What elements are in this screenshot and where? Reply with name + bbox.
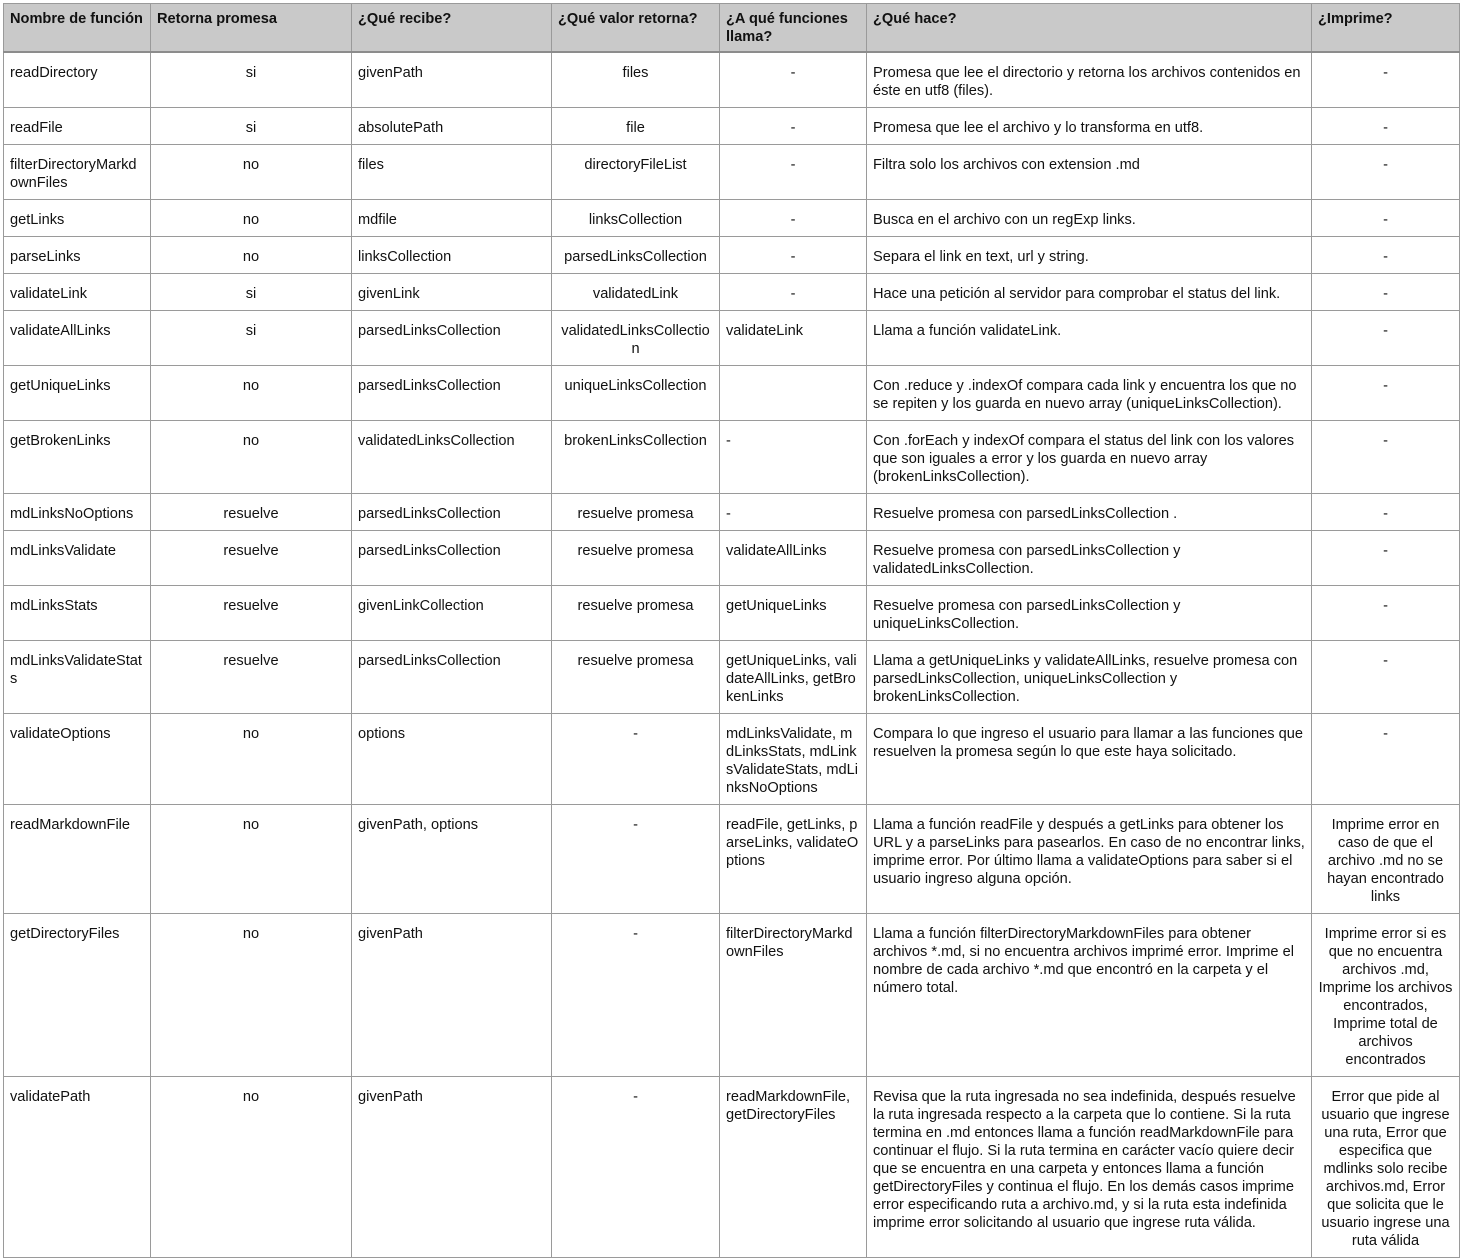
table-row: [4, 421, 1460, 494]
cell-return-value: linksCollection: [552, 200, 720, 237]
cell-returns-promise: resuelve: [151, 531, 352, 586]
header-prints: ¿Imprime?: [1312, 4, 1460, 53]
cell-what-it-does: Promesa que lee el directorio y retorna los archivos contenidos en éste en utf8 (files).: [867, 52, 1312, 108]
cell-what-it-does: Llama a función validateLink.: [867, 311, 1312, 366]
cell-what-it-does: Resuelve promesa con parsedLinksCollection .: [867, 494, 1312, 531]
cell-what-it-does: Resuelve promesa con parsedLinksCollection y validatedLinksCollection.: [867, 531, 1312, 586]
cell-receives: mdfile: [352, 200, 552, 237]
cell-function-name: readFile: [4, 108, 151, 145]
cell-return-value: directoryFileList: [552, 145, 720, 200]
cell-what-it-does: Con .reduce y .indexOf compara cada link y encuentra los que no se repiten y los guarda en nuevo array (uniqueLinksCollection).: [867, 366, 1312, 421]
cell-returns-promise: no: [151, 714, 352, 805]
cell-function-name: readDirectory: [4, 52, 151, 108]
cell-function-name: validateOptions: [4, 714, 151, 805]
cell-what-it-does: Separa el link en text, url y string.: [867, 237, 1312, 274]
cell-prints: -: [1312, 421, 1460, 494]
cell-prints: -: [1312, 586, 1460, 641]
cell-receives: options: [352, 714, 552, 805]
table-row: [4, 108, 1460, 145]
cell-function-name: validatePath: [4, 1077, 151, 1258]
cell-receives: parsedLinksCollection: [352, 531, 552, 586]
cell-calls: -: [720, 237, 867, 274]
cell-prints: Error que pide al usuario que ingrese una ruta, Error que especifica que mdlinks solo recibe archivos.md, Error que solicita que le usuario ingrese una ruta válida: [1312, 1077, 1460, 1258]
cell-returns-promise: no: [151, 914, 352, 1077]
cell-prints: -: [1312, 200, 1460, 237]
table-row: [4, 237, 1460, 274]
cell-calls: -: [720, 145, 867, 200]
cell-function-name: filterDirectoryMarkdownFiles: [4, 145, 151, 200]
cell-prints: -: [1312, 52, 1460, 108]
cell-return-value: resuelve promesa: [552, 494, 720, 531]
cell-function-name: validateLink: [4, 274, 151, 311]
cell-returns-promise: resuelve: [151, 586, 352, 641]
table-row: [4, 586, 1460, 641]
cell-function-name: mdLinksValidateStats: [4, 641, 151, 714]
table-row: [4, 311, 1460, 366]
table-row: [4, 914, 1460, 1077]
cell-returns-promise: no: [151, 805, 352, 914]
cell-what-it-does: Busca en el archivo con un regExp links.: [867, 200, 1312, 237]
cell-receives: absolutePath: [352, 108, 552, 145]
cell-returns-promise: no: [151, 145, 352, 200]
table-row: [4, 531, 1460, 586]
cell-return-value: brokenLinksCollection: [552, 421, 720, 494]
table-row: [4, 52, 1460, 108]
cell-prints: -: [1312, 274, 1460, 311]
cell-returns-promise: resuelve: [151, 641, 352, 714]
cell-what-it-does: Hace una petición al servidor para comprobar el status del link.: [867, 274, 1312, 311]
cell-calls: -: [720, 200, 867, 237]
cell-function-name: getDirectoryFiles: [4, 914, 151, 1077]
header-receives: ¿Qué recibe?: [352, 4, 552, 53]
header-return-value: ¿Qué valor retorna?: [552, 4, 720, 53]
cell-what-it-does: Con .forEach y indexOf compara el status del link con los valores que son iguales a error y los guarda en nuevo array (brokenLinksCollection).: [867, 421, 1312, 494]
cell-calls: -: [720, 108, 867, 145]
cell-what-it-does: Filtra solo los archivos con extension .md: [867, 145, 1312, 200]
cell-returns-promise: resuelve: [151, 494, 352, 531]
cell-returns-promise: no: [151, 366, 352, 421]
cell-returns-promise: no: [151, 421, 352, 494]
cell-receives: files: [352, 145, 552, 200]
cell-receives: givenLinkCollection: [352, 586, 552, 641]
cell-calls: validateLink: [720, 311, 867, 366]
cell-calls: -: [720, 52, 867, 108]
cell-return-value: -: [552, 1077, 720, 1258]
cell-returns-promise: si: [151, 274, 352, 311]
cell-return-value: resuelve promesa: [552, 531, 720, 586]
cell-calls: getUniqueLinks: [720, 586, 867, 641]
cell-receives: parsedLinksCollection: [352, 641, 552, 714]
cell-what-it-does: Compara lo que ingreso el usuario para llamar a las funciones que resuelven la promesa según lo que este haya solicitado.: [867, 714, 1312, 805]
cell-return-value: -: [552, 714, 720, 805]
cell-function-name: validateAllLinks: [4, 311, 151, 366]
cell-function-name: mdLinksValidate: [4, 531, 151, 586]
cell-receives: givenLink: [352, 274, 552, 311]
cell-receives: givenPath: [352, 914, 552, 1077]
cell-return-value: uniqueLinksCollection: [552, 366, 720, 421]
cell-function-name: mdLinksStats: [4, 586, 151, 641]
cell-calls: getUniqueLinks, validateAllLinks, getBrokenLinks: [720, 641, 867, 714]
cell-prints: Imprime error en caso de que el archivo .md no se hayan encontrado links: [1312, 805, 1460, 914]
cell-returns-promise: si: [151, 108, 352, 145]
cell-receives: givenPath, options: [352, 805, 552, 914]
cell-return-value: validatedLinksCollection: [552, 311, 720, 366]
cell-calls: mdLinksValidate, mdLinksStats, mdLinksValidateStats, mdLinksNoOptions: [720, 714, 867, 805]
cell-prints: -: [1312, 531, 1460, 586]
table-row: [4, 274, 1460, 311]
cell-function-name: parseLinks: [4, 237, 151, 274]
cell-return-value: validatedLink: [552, 274, 720, 311]
header-returns-promise: Retorna promesa: [151, 4, 352, 53]
cell-what-it-does: Llama a getUniqueLinks y validateAllLinks, resuelve promesa con parsedLinksCollection, uniqueLinksCollection y brokenLinksCollection.: [867, 641, 1312, 714]
cell-receives: linksCollection: [352, 237, 552, 274]
cell-prints: -: [1312, 366, 1460, 421]
cell-return-value: file: [552, 108, 720, 145]
table-row: [4, 494, 1460, 531]
cell-return-value: resuelve promesa: [552, 586, 720, 641]
cell-calls: validateAllLinks: [720, 531, 867, 586]
functions-table: [3, 3, 1460, 1258]
cell-calls: [720, 366, 867, 421]
cell-calls: filterDirectoryMarkdownFiles: [720, 914, 867, 1077]
cell-returns-promise: no: [151, 1077, 352, 1258]
cell-returns-promise: si: [151, 52, 352, 108]
table-row: [4, 145, 1460, 200]
cell-prints: -: [1312, 714, 1460, 805]
table-row: [4, 714, 1460, 805]
cell-receives: givenPath: [352, 52, 552, 108]
cell-return-value: -: [552, 805, 720, 914]
cell-receives: validatedLinksCollection: [352, 421, 552, 494]
cell-return-value: -: [552, 914, 720, 1077]
cell-prints: -: [1312, 145, 1460, 200]
header-what-it-does: ¿Qué hace?: [867, 4, 1312, 53]
cell-return-value: files: [552, 52, 720, 108]
cell-what-it-does: Llama a función readFile y después a getLinks para obtener los URL y a parseLinks para pasearlos. En caso de no encontrar links, imprime error. Por último llama a validateOptions para saber si el usuario ingreso alguna opción.: [867, 805, 1312, 914]
cell-receives: parsedLinksCollection: [352, 366, 552, 421]
cell-what-it-does: Resuelve promesa con parsedLinksCollection y uniqueLinksCollection.: [867, 586, 1312, 641]
cell-prints: -: [1312, 237, 1460, 274]
table-row: [4, 641, 1460, 714]
cell-calls: readFile, getLinks, parseLinks, validateOptions: [720, 805, 867, 914]
cell-prints: -: [1312, 641, 1460, 714]
cell-returns-promise: si: [151, 311, 352, 366]
cell-prints: -: [1312, 494, 1460, 531]
cell-what-it-does: Revisa que la ruta ingresada no sea indefinida, después resuelve la ruta ingresada respecto a la carpeta que lo contiene. Si la ruta termina en .md entonces llama a función readMarkdownFile para continuar el flujo. Si la ruta termina en carácter vacío quiere decir que se encuentra en una carpeta y entonces llama a función getDirectoryFiles y continua el flujo. En los demás casos imprime error especificando ruta a archivo.md, y si la ruta esta indefinida imprime error solicitando al usuario que ingrese ruta válida.: [867, 1077, 1312, 1258]
table-row: [4, 805, 1460, 914]
header-function-name: Nombre de función: [4, 4, 151, 53]
cell-function-name: getLinks: [4, 200, 151, 237]
cell-receives: parsedLinksCollection: [352, 311, 552, 366]
cell-calls: -: [720, 274, 867, 311]
cell-calls: -: [720, 494, 867, 531]
cell-prints: Imprime error si es que no encuentra archivos .md, Imprime los archivos encontrados, Imprime total de archivos encontrados: [1312, 914, 1460, 1077]
cell-prints: -: [1312, 108, 1460, 145]
cell-return-value: parsedLinksCollection: [552, 237, 720, 274]
cell-what-it-does: Llama a función filterDirectoryMarkdownFiles para obtener archivos *.md, si no encuentra archivos imprimé error. Imprime el nombre de cada archivo *.md que encontró en la carpeta y el número total.: [867, 914, 1312, 1077]
cell-function-name: mdLinksNoOptions: [4, 494, 151, 531]
table-row: [4, 200, 1460, 237]
cell-calls: -: [720, 421, 867, 494]
table-row: [4, 1077, 1460, 1258]
cell-function-name: getUniqueLinks: [4, 366, 151, 421]
cell-return-value: resuelve promesa: [552, 641, 720, 714]
cell-returns-promise: no: [151, 237, 352, 274]
cell-calls: readMarkdownFile, getDirectoryFiles: [720, 1077, 867, 1258]
cell-prints: -: [1312, 311, 1460, 366]
cell-function-name: getBrokenLinks: [4, 421, 151, 494]
table-row: [4, 366, 1460, 421]
cell-what-it-does: Promesa que lee el archivo y lo transforma en utf8.: [867, 108, 1312, 145]
header-row: [4, 4, 1460, 53]
cell-receives: parsedLinksCollection: [352, 494, 552, 531]
cell-function-name: readMarkdownFile: [4, 805, 151, 914]
cell-returns-promise: no: [151, 200, 352, 237]
header-calls: ¿A qué funciones llama?: [720, 4, 867, 53]
cell-receives: givenPath: [352, 1077, 552, 1258]
